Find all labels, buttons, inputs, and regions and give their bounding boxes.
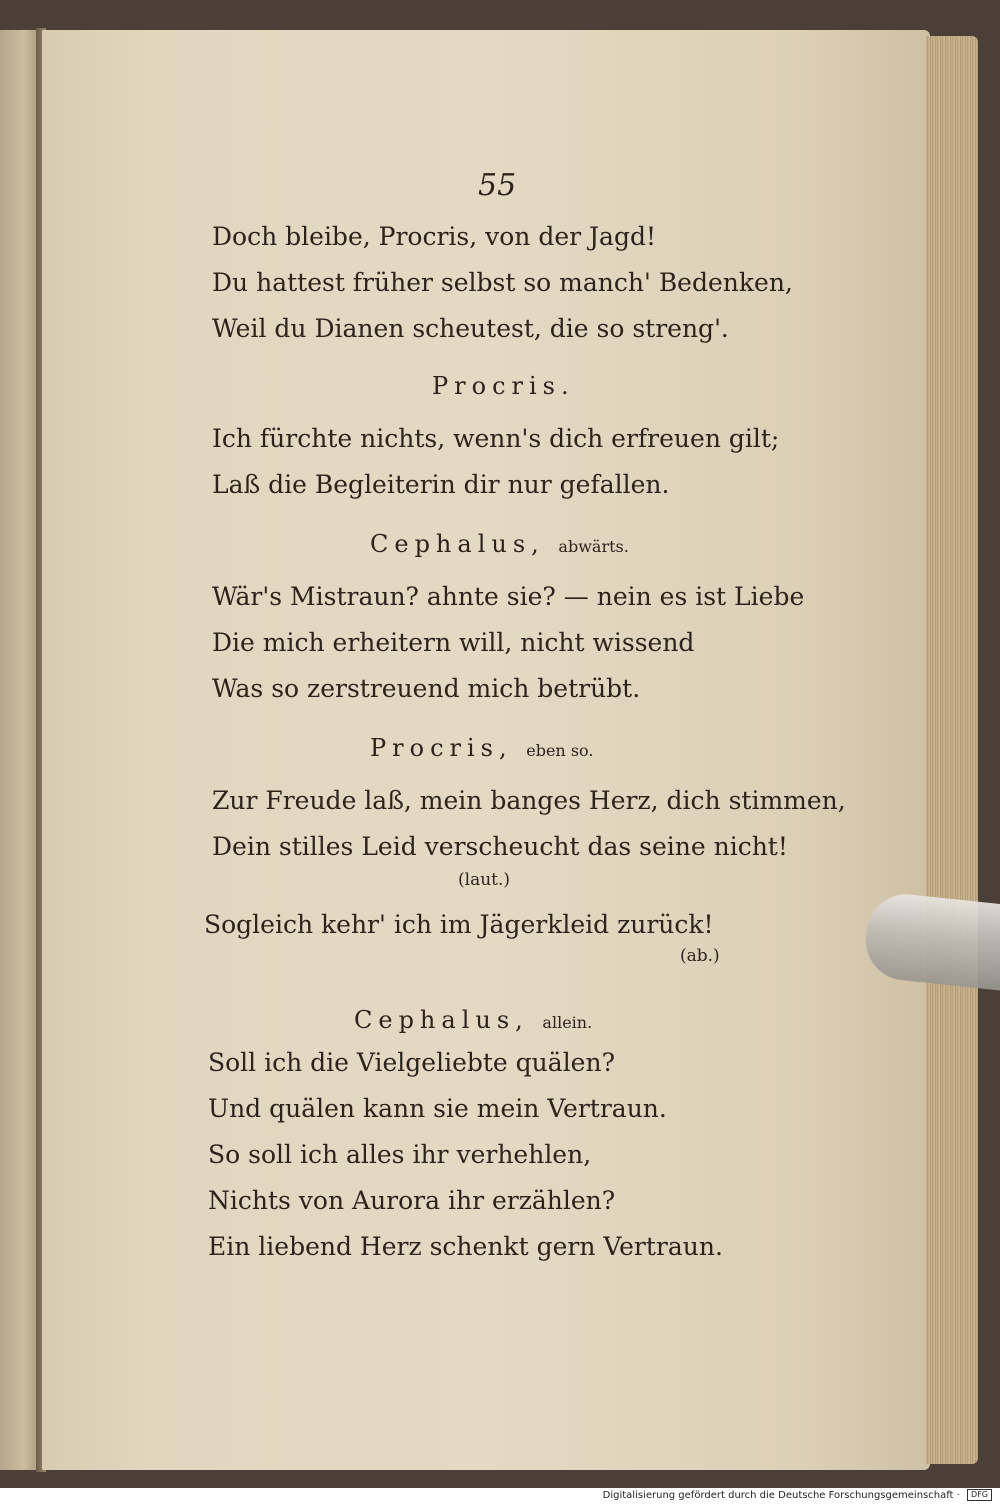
verse-line: Soll ich die Vielgeliebte quälen? — [208, 1048, 615, 1077]
funding-credit — [603, 1489, 992, 1501]
speaker-heading — [370, 734, 593, 762]
funding-credit-text: Digitalisierung gefördert durch die Deutsche Forschungsgemeinschaft · — [602, 1490, 960, 1501]
verse-line: Dein stilles Leid verscheucht das seine nicht! — [212, 832, 788, 861]
verse-line: Und quälen kann sie mein Vertraun. — [208, 1094, 667, 1123]
stage-direction: (ab.) — [680, 946, 720, 966]
verse-line: Die mich erheitern will, nicht wissend — [212, 628, 695, 657]
verse-line: Doch bleibe, Procris, von der Jagd! — [212, 222, 657, 251]
verse-line: Ein liebend Herz schenkt gern Vertraun. — [208, 1232, 723, 1261]
verse-line: So soll ich alles ihr verhehlen, — [208, 1140, 592, 1169]
verse-line: Wär's Mistraun? ahnte sie? — nein es ist Liebe — [212, 582, 805, 611]
stage-direction: abwärts. — [558, 537, 629, 556]
page-number: 55 — [478, 168, 517, 203]
stage-direction: allein. — [542, 1013, 593, 1032]
stage-direction: (laut.) — [458, 870, 511, 890]
verse-line: Nichts von Aurora ihr erzählen? — [208, 1186, 616, 1215]
page-edges — [926, 36, 978, 1464]
verse-line: Was so zerstreuend mich betrübt. — [212, 674, 641, 703]
verse-line: Zur Freude laß, mein banges Herz, dich stimmen, — [212, 786, 846, 815]
speaker-name: Cephalus, — [354, 1006, 529, 1034]
speaker-name: Procris, — [370, 734, 513, 762]
verse-line: Laß die Begleiterin dir nur gefallen. — [212, 470, 670, 499]
speaker-heading — [370, 530, 629, 558]
dfg-logo: DFG — [967, 1489, 992, 1501]
speaker-name: Cephalus, — [370, 530, 545, 558]
verse-line: Ich fürchte nichts, wenn's dich erfreuen gilt; — [212, 424, 780, 453]
stage-direction: eben so. — [526, 741, 594, 760]
verse-line: Sogleich kehr' ich im Jägerkleid zurück! — [204, 910, 714, 939]
footer-bar — [0, 1488, 1000, 1505]
verse-line: Du hattest früher selbst so manch' Bedenken, — [212, 268, 793, 297]
speaker-heading — [354, 1006, 592, 1034]
verse-line: Weil du Dianen scheutest, die so streng'. — [212, 314, 729, 343]
left-facing-page — [0, 30, 40, 1470]
speaker-name: Procris. — [432, 372, 575, 400]
